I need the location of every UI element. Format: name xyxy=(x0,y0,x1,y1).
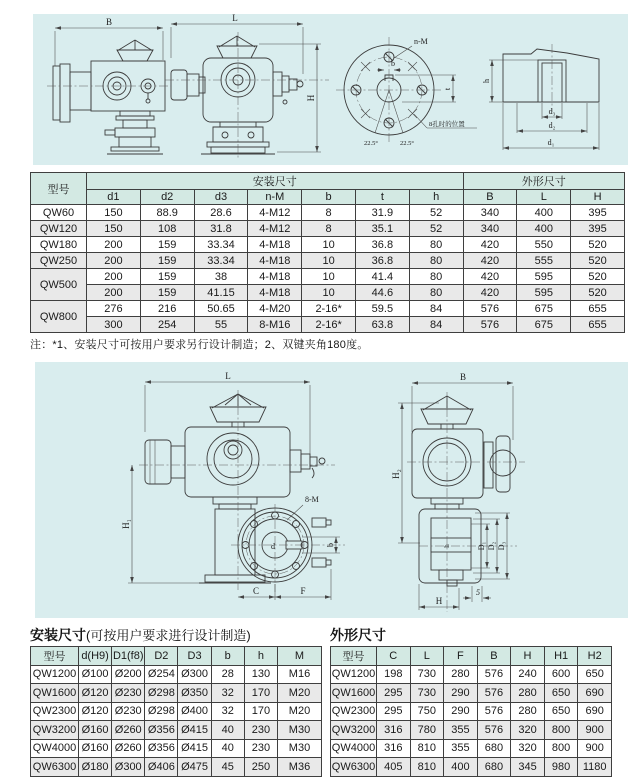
top-dimension-drawings xyxy=(33,14,628,165)
table-cell: Ø230 xyxy=(112,684,145,703)
dim-label-d: d xyxy=(271,542,275,551)
column-header: H2 xyxy=(578,647,612,666)
side-view-drawing xyxy=(165,14,329,160)
table-cell: 290 xyxy=(444,702,478,721)
table-cell: 675 xyxy=(517,301,571,317)
table-row xyxy=(31,721,322,740)
table-cell: Ø300 xyxy=(112,758,145,777)
table-cell: 150 xyxy=(87,221,141,237)
table-cell: 595 xyxy=(517,269,571,285)
table-cell: 8 xyxy=(302,205,356,221)
table-cell: 276 xyxy=(87,301,141,317)
table-cell: 650 xyxy=(544,702,578,721)
dim-label-h: h xyxy=(482,79,491,83)
table-cell: 108 xyxy=(140,221,194,237)
table-cell: 900 xyxy=(578,721,612,740)
dim-label-b: b xyxy=(326,543,335,547)
table-cell: 10 xyxy=(302,253,356,269)
table-footnote: 注：*1、安装尺寸可按用户要求另行设计制造；2、双键夹角180度。 xyxy=(30,339,369,351)
table-cell: Ø300 xyxy=(178,665,211,684)
table-cell: 290 xyxy=(444,684,478,703)
dim-label-H: H xyxy=(435,596,443,606)
table-cell: 63.8 xyxy=(355,317,409,333)
table-cell: Ø180 xyxy=(79,758,112,777)
table-cell: 44.6 xyxy=(355,285,409,301)
table-row xyxy=(31,665,322,684)
table-cell: 41.15 xyxy=(194,285,248,301)
table-cell: 730 xyxy=(410,684,444,703)
column-header: D3 xyxy=(178,647,211,666)
table-cell: 576 xyxy=(477,721,511,740)
table-cell: 32 xyxy=(211,684,244,703)
table-cell: 32 xyxy=(211,702,244,721)
table-cell: 340 xyxy=(463,205,517,221)
table-row xyxy=(31,253,625,269)
model-cell: QW120 xyxy=(31,221,87,237)
overall-dimensions-section xyxy=(330,627,612,777)
table-cell: 80 xyxy=(409,253,463,269)
column-header: d1 xyxy=(87,190,141,205)
table-cell: Ø200 xyxy=(112,665,145,684)
table-cell: QW2300 xyxy=(331,702,377,721)
dim-label-C: C xyxy=(252,586,260,596)
dim-label-F: F xyxy=(300,586,306,596)
table-cell: 41.4 xyxy=(355,269,409,285)
table-cell: Ø120 xyxy=(79,684,112,703)
table-cell: Ø100 xyxy=(79,665,112,684)
table-row xyxy=(331,721,612,740)
table-cell: 690 xyxy=(578,702,612,721)
overall-dimensions-table xyxy=(330,646,612,777)
flange-view-drawing xyxy=(336,37,477,147)
column-header: d(H9) xyxy=(79,647,112,666)
table-cell: 2-16* xyxy=(302,317,356,333)
table-cell: QW1600 xyxy=(31,684,79,703)
table-cell: 520 xyxy=(571,253,625,269)
table-cell: 10 xyxy=(302,285,356,301)
front-view-drawing xyxy=(47,17,171,154)
table-cell: 355 xyxy=(444,721,478,740)
table-cell: 4-M12 xyxy=(248,221,302,237)
model-cell: QW60 xyxy=(31,205,87,221)
column-header: h xyxy=(409,190,463,205)
table-cell: 159 xyxy=(140,269,194,285)
table-cell: 28.6 xyxy=(194,205,248,221)
table-header-row xyxy=(331,647,612,666)
dim-label-H1: H₁ xyxy=(121,519,131,529)
column-header: B xyxy=(477,647,511,666)
table-cell: 345 xyxy=(511,758,545,777)
table-cell: 395 xyxy=(571,221,625,237)
table-row xyxy=(31,237,625,253)
table-cell: Ø475 xyxy=(178,758,211,777)
column-header: d2 xyxy=(140,190,194,205)
table-cell: M16 xyxy=(278,665,322,684)
table-cell: 200 xyxy=(87,237,141,253)
table-cell: 280 xyxy=(511,702,545,721)
table-cell: 420 xyxy=(463,269,517,285)
dimension-table-small-models xyxy=(30,172,625,333)
column-header: h xyxy=(244,647,277,666)
column-header: D1(f8) xyxy=(112,647,145,666)
table-cell: 295 xyxy=(377,702,411,721)
table-cell: 295 xyxy=(377,684,411,703)
table-cell: 33.34 xyxy=(194,237,248,253)
table-cell: 36.8 xyxy=(355,237,409,253)
table-cell: 576 xyxy=(463,317,517,333)
table-header-row xyxy=(31,173,625,190)
table-cell: 520 xyxy=(571,269,625,285)
table-cell: 170 xyxy=(244,702,277,721)
table-cell: 750 xyxy=(410,702,444,721)
table-cell: QW2300 xyxy=(31,702,79,721)
table-cell: 680 xyxy=(477,739,511,758)
dim-label-d2: d₂ xyxy=(548,121,556,130)
table-cell: 550 xyxy=(517,237,571,253)
table-cell: M20 xyxy=(278,684,322,703)
dim-label-5: 5 xyxy=(476,588,480,597)
table-row xyxy=(31,739,322,758)
table-cell: Ø356 xyxy=(145,721,178,740)
dim-label-d1: d₁ xyxy=(547,138,555,147)
middle-drawings-panel xyxy=(35,362,628,618)
table-cell: 200 xyxy=(87,253,141,269)
table-cell: 4-M18 xyxy=(248,253,302,269)
table-cell: 130 xyxy=(244,665,277,684)
table-cell: Ø260 xyxy=(112,721,145,740)
table-cell: 35.1 xyxy=(355,221,409,237)
table-cell: 230 xyxy=(244,721,277,740)
column-header: b xyxy=(211,647,244,666)
column-header: D2 xyxy=(145,647,178,666)
model-cell: QW250 xyxy=(31,253,87,269)
table-row xyxy=(31,285,625,301)
table-cell: 45 xyxy=(211,758,244,777)
table-cell: 4-M18 xyxy=(248,269,302,285)
table-cell: 355 xyxy=(444,739,478,758)
table-cell: 198 xyxy=(377,665,411,684)
install-dimensions-section xyxy=(30,627,322,777)
table-row xyxy=(331,739,612,758)
table-row xyxy=(31,317,625,333)
model-cell: QW180 xyxy=(31,237,87,253)
table-cell: 4-M18 xyxy=(248,237,302,253)
table-cell: 33.34 xyxy=(194,253,248,269)
table-cell: 1180 xyxy=(578,758,612,777)
table-cell: 52 xyxy=(409,221,463,237)
table-cell: Ø254 xyxy=(145,665,178,684)
table-cell: 600 xyxy=(544,665,578,684)
table-cell: 40 xyxy=(211,721,244,740)
table-cell: 240 xyxy=(511,665,545,684)
table-cell: 320 xyxy=(511,721,545,740)
table-cell: M20 xyxy=(278,702,322,721)
table-cell: 55 xyxy=(194,317,248,333)
large-actuator-front-drawing xyxy=(121,371,345,600)
column-header: B xyxy=(463,190,517,205)
angle-label-22-5-right: 22.5° xyxy=(400,140,414,147)
table-cell: 230 xyxy=(244,739,277,758)
table-cell: 595 xyxy=(517,285,571,301)
overall-table-title-bold: 外形尺寸 xyxy=(330,627,386,643)
table-cell: QW3200 xyxy=(31,721,79,740)
table-cell: 555 xyxy=(517,253,571,269)
table-cell: QW1200 xyxy=(331,665,377,684)
table-cell: M30 xyxy=(278,721,322,740)
table-cell: 59.5 xyxy=(355,301,409,317)
table-cell: Ø298 xyxy=(145,702,178,721)
table-cell: 680 xyxy=(477,758,511,777)
table-cell: 690 xyxy=(578,684,612,703)
table-head xyxy=(331,647,612,666)
table-cell: 31.8 xyxy=(194,221,248,237)
table-cell: M30 xyxy=(278,739,322,758)
table-cell: 730 xyxy=(410,665,444,684)
table-cell: 320 xyxy=(511,739,545,758)
dim-label-D3: D₃ xyxy=(497,541,506,551)
table-cell: 395 xyxy=(571,205,625,221)
table-cell: 84 xyxy=(409,317,463,333)
table-row xyxy=(331,702,612,721)
table-cell: Ø298 xyxy=(145,684,178,703)
dim-label-L: L xyxy=(232,14,238,23)
column-header: L xyxy=(517,190,571,205)
column-header: H1 xyxy=(544,647,578,666)
table-head xyxy=(31,647,322,666)
table-header-row xyxy=(31,647,322,666)
dim-label-L: L xyxy=(225,371,231,381)
table-cell: 28 xyxy=(211,665,244,684)
model-cell: QW500 xyxy=(31,269,87,301)
table-cell: Ø406 xyxy=(145,758,178,777)
table-row xyxy=(31,269,625,285)
column-header: n-M xyxy=(248,190,302,205)
table-cell: Ø160 xyxy=(79,721,112,740)
table-cell: 88.9 xyxy=(140,205,194,221)
table-body xyxy=(31,665,322,776)
table-cell: Ø350 xyxy=(178,684,211,703)
table-cell: Ø415 xyxy=(178,739,211,758)
install-dimensions-table xyxy=(30,646,322,777)
table-row xyxy=(31,221,625,237)
table-cell: 10 xyxy=(302,237,356,253)
install-table-title-bold: 安装尺寸 xyxy=(30,627,86,643)
column-header: M xyxy=(278,647,322,666)
table-cell: Ø160 xyxy=(79,739,112,758)
column-header: L xyxy=(410,647,444,666)
middle-dimension-drawings xyxy=(35,362,628,618)
table-cell: 216 xyxy=(140,301,194,317)
table-cell: Ø356 xyxy=(145,739,178,758)
table-cell: 576 xyxy=(477,702,511,721)
column-header-model: 型号 xyxy=(31,173,87,205)
table-cell: QW1600 xyxy=(331,684,377,703)
dim-label-d3: d₃ xyxy=(548,107,556,116)
table-cell: 576 xyxy=(463,301,517,317)
top-drawings-panel xyxy=(33,14,628,165)
table-cell: 36.8 xyxy=(355,253,409,269)
table-cell: 250 xyxy=(244,758,277,777)
table-cell: 650 xyxy=(544,684,578,703)
column-header: 型号 xyxy=(331,647,377,666)
section-view-drawing xyxy=(482,44,599,150)
table-row xyxy=(331,665,612,684)
angle-label-22-5-left: 22.5° xyxy=(364,140,378,147)
table-head xyxy=(31,173,625,205)
table-body xyxy=(331,665,612,776)
table-cell: Ø260 xyxy=(112,739,145,758)
model-cell: QW800 xyxy=(31,301,87,333)
dim-label-B: B xyxy=(459,372,467,382)
table-cell: 420 xyxy=(463,253,517,269)
table-cell: 576 xyxy=(477,665,511,684)
table-cell: 280 xyxy=(511,684,545,703)
table-cell: 980 xyxy=(544,758,578,777)
table-cell: 8 xyxy=(302,221,356,237)
table-cell: 8-M16 xyxy=(248,317,302,333)
table-row xyxy=(31,301,625,317)
table-cell: 4-M12 xyxy=(248,205,302,221)
table-cell: 170 xyxy=(244,684,277,703)
table-cell: 4-M20 xyxy=(248,301,302,317)
column-header: C xyxy=(377,647,411,666)
table-cell: M36 xyxy=(278,758,322,777)
table-cell: 316 xyxy=(377,739,411,758)
dim-label-H: H xyxy=(306,94,316,102)
column-header: b xyxy=(302,190,356,205)
table-cell: 300 xyxy=(87,317,141,333)
table-cell: QW6300 xyxy=(331,758,377,777)
table-cell: 38 xyxy=(194,269,248,285)
dim-label-8-M: 8-M xyxy=(305,495,319,504)
table-cell: 800 xyxy=(544,721,578,740)
table-cell: 780 xyxy=(410,721,444,740)
dim-label-n-M: n-M xyxy=(414,37,428,46)
table-cell: 800 xyxy=(544,739,578,758)
table-cell: 655 xyxy=(571,317,625,333)
table-cell: 84 xyxy=(409,301,463,317)
overall-table-title xyxy=(330,627,612,644)
table-cell: QW3200 xyxy=(331,721,377,740)
table-cell: 316 xyxy=(377,721,411,740)
table-cell: 280 xyxy=(444,665,478,684)
table-cell: 159 xyxy=(140,285,194,301)
table-cell: 31.9 xyxy=(355,205,409,221)
table-body xyxy=(31,205,625,333)
table-cell: 200 xyxy=(87,269,141,285)
dim-label-h: h xyxy=(443,544,451,548)
table-row xyxy=(31,758,322,777)
table-cell: Ø230 xyxy=(112,702,145,721)
table-cell: 420 xyxy=(463,237,517,253)
table-cell: 520 xyxy=(571,237,625,253)
column-header: H xyxy=(511,647,545,666)
table-row xyxy=(31,684,322,703)
table-cell: 4-M18 xyxy=(248,285,302,301)
table-cell: 52 xyxy=(409,205,463,221)
column-header: 型号 xyxy=(31,647,79,666)
table-cell: 810 xyxy=(410,758,444,777)
column-header: t xyxy=(355,190,409,205)
table-cell: QW4000 xyxy=(331,739,377,758)
table-cell: 400 xyxy=(444,758,478,777)
dim-label-B: B xyxy=(105,17,113,27)
table-cell: 50.65 xyxy=(194,301,248,317)
eight-hole-position-note: 8孔时的位置 xyxy=(429,121,465,128)
table-cell: 405 xyxy=(377,758,411,777)
table-cell: 80 xyxy=(409,285,463,301)
table-cell: 675 xyxy=(517,317,571,333)
table-cell: QW6300 xyxy=(31,758,79,777)
table-cell: 900 xyxy=(578,739,612,758)
table-row xyxy=(31,205,625,221)
table-cell: 520 xyxy=(571,285,625,301)
table-cell: 80 xyxy=(409,237,463,253)
table-cell: 810 xyxy=(410,739,444,758)
dim-label-D2: D₂ xyxy=(487,541,496,551)
table-cell: 200 xyxy=(87,285,141,301)
column-header: d3 xyxy=(194,190,248,205)
table-cell: 655 xyxy=(571,301,625,317)
table-cell: Ø400 xyxy=(178,702,211,721)
table-row xyxy=(331,684,612,703)
dim-label-D1: D₁ xyxy=(477,541,486,551)
table-row xyxy=(331,758,612,777)
dim-label-b: b xyxy=(391,59,395,68)
table-cell: QW1200 xyxy=(31,665,79,684)
table-cell: 576 xyxy=(477,684,511,703)
table-cell: QW4000 xyxy=(31,739,79,758)
table-cell: 420 xyxy=(463,285,517,301)
install-table-title xyxy=(30,627,322,644)
install-table-title-note: (可按用户要求进行设计制造) xyxy=(86,628,251,643)
table-cell: Ø120 xyxy=(79,702,112,721)
table-cell: 10 xyxy=(302,269,356,285)
table-cell: 340 xyxy=(463,221,517,237)
column-header: H xyxy=(571,190,625,205)
table-cell: 2-16* xyxy=(302,301,356,317)
table-cell: 80 xyxy=(409,269,463,285)
column-group-overall: 外形尺寸 xyxy=(463,173,624,190)
large-actuator-side-drawing xyxy=(391,372,525,612)
table-cell: 254 xyxy=(140,317,194,333)
table-cell: 40 xyxy=(211,739,244,758)
table-cell: 150 xyxy=(87,205,141,221)
table-subheader-row xyxy=(31,190,625,205)
table-cell: Ø415 xyxy=(178,721,211,740)
table-cell: 400 xyxy=(517,221,571,237)
table-cell: 400 xyxy=(517,205,571,221)
dim-label-t: t xyxy=(443,87,452,91)
column-header: F xyxy=(444,647,478,666)
table-cell: 159 xyxy=(140,237,194,253)
table-cell: 650 xyxy=(578,665,612,684)
table-row xyxy=(31,702,322,721)
column-group-install: 安装尺寸 xyxy=(87,173,464,190)
table-cell: 159 xyxy=(140,253,194,269)
dim-label-H2: H₂ xyxy=(391,469,401,479)
